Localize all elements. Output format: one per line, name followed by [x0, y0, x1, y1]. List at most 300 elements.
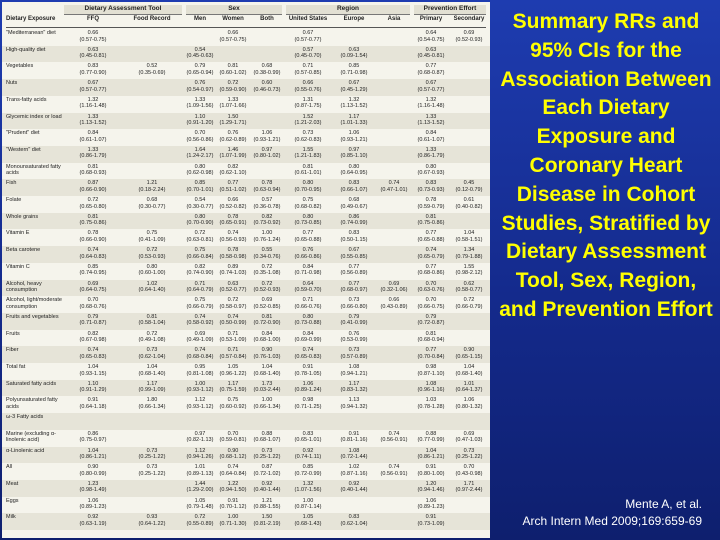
table-cell: 0.93 (0.64-1.22)	[138, 514, 166, 527]
row-label: Monounsaturated fatty acids	[6, 163, 61, 177]
table-cell: 0.75 (0.68-0.82)	[294, 197, 322, 210]
row-label: Trans-fatty acids	[6, 96, 47, 103]
table-cell: 0.91 (0.78-1.05)	[294, 364, 322, 377]
table-cell: 0.66 (0.43-0.89)	[380, 297, 408, 310]
header-group-sex: Sex	[186, 5, 282, 14]
table-cell: 0.73 (0.25-1.22)	[253, 447, 281, 460]
table-cell: 0.78 (0.59-0.79)	[417, 197, 445, 210]
table-row	[2, 263, 490, 280]
table-cell: 0.74 (0.56-0.91)	[380, 464, 408, 477]
table-cell: 0.81 (0.60-1.02)	[219, 63, 247, 76]
table-cell: 0.97 (0.82-1.13)	[186, 430, 214, 444]
table-cell: 1.33 (1.07-1.66)	[219, 96, 247, 110]
table-cell: 0.57 (0.45-0.70)	[294, 46, 322, 60]
table-cell: 0.88 (0.77-0.99)	[417, 430, 445, 444]
table-cell: 0.81 (0.68-0.94)	[417, 330, 445, 344]
table-row	[2, 447, 490, 464]
table-cell: 0.79 (0.71-0.87)	[79, 313, 107, 327]
table-cell: 0.80 (0.64-0.95)	[340, 163, 368, 177]
table-cell: 1.04 (0.58-1.51)	[455, 230, 483, 243]
table-cell: 0.55 (0.34-0.76)	[253, 247, 281, 260]
table-cell: 0.79 (0.72-0.87)	[417, 313, 445, 327]
table-cell: 0.89 (0.74-1.03)	[219, 263, 247, 277]
table-cell: 1.32 (1.16-1.48)	[417, 96, 445, 110]
table-cell: 0.91 (0.64-1.18)	[79, 397, 107, 410]
row-label: Folate	[6, 197, 22, 203]
table-cell: 0.87 (0.66-0.90)	[79, 180, 107, 193]
table-cell: 1.02 (0.64-1.40)	[138, 280, 166, 293]
table-row	[2, 280, 490, 297]
row-label: Whole grains	[6, 213, 39, 220]
row-label: Vitamin E	[6, 230, 30, 237]
table-cell: 0.75 (0.41-1.09)	[138, 230, 166, 243]
table-cell: 0.77 (0.56-0.89)	[340, 263, 368, 277]
row-label: Vegetables	[6, 63, 34, 70]
table-row	[2, 229, 490, 246]
table-cell: 0.83 (0.66-1.07)	[340, 180, 368, 193]
table-cell: 0.72 (0.65-0.80)	[79, 197, 107, 210]
table-cell: 1.17 (0.75-1.59)	[219, 380, 247, 394]
table-cell: 0.72 (0.66-0.79)	[455, 297, 483, 310]
table-cell: 0.54 (0.30-0.77)	[186, 197, 214, 210]
table-cell: 0.77 (0.68-0.97)	[340, 280, 368, 293]
table-cell: 0.67 (0.55-0.85)	[340, 247, 368, 260]
table-cell: 1.10 (0.91-1.20)	[186, 113, 214, 126]
table-cell: 0.83 (0.62-1.04)	[340, 514, 368, 527]
table-cell: 0.63 (0.52-0.77)	[219, 280, 247, 293]
header-group-assessment-tool: Dietary Assessment Tool	[64, 5, 182, 14]
table-cell: 1.32 (1.13-1.52)	[340, 96, 368, 110]
table-cell: 1.06 (0.89-1.23)	[417, 497, 445, 511]
table-cell: 1.06 (0.93-1.21)	[253, 130, 281, 143]
row-label: All	[6, 464, 13, 471]
table-cell: 0.74 (0.65-0.79)	[417, 247, 445, 260]
table-cell: 1.12 (0.93-1.12)	[186, 397, 214, 410]
table-cell: 0.57 (0.36-0.78)	[253, 197, 281, 210]
row-label: Fruits and vegetables	[6, 313, 59, 320]
table-cell: 0.74 (0.65-0.83)	[79, 347, 107, 360]
table-cell: 0.79 (0.65-0.94)	[186, 63, 214, 76]
row-label: Alcohol, heavy consumption	[6, 280, 42, 293]
row-label: ω-3 Fatty acids	[6, 414, 44, 421]
table-row	[2, 430, 490, 447]
table-cell: 0.76 (0.66-0.86)	[294, 247, 322, 260]
table-row	[2, 396, 490, 413]
table-cell: 0.73 (0.25-1.22)	[455, 447, 483, 460]
table-row	[2, 497, 490, 514]
table-row	[2, 363, 490, 380]
table-cell: 0.84 (0.61-1.07)	[79, 130, 107, 143]
table-cell: 1.17 (0.83-1.32)	[340, 380, 368, 394]
table-cell: 0.71 (0.57-0.85)	[294, 63, 322, 76]
table-cell: 0.64 (0.54-0.75)	[417, 30, 445, 43]
column-header-secondary: Secondary	[453, 16, 485, 22]
table-row	[2, 213, 490, 230]
table-cell: 0.97 (0.85-1.10)	[340, 146, 368, 160]
table-cell: 1.21 (0.88-1.55)	[253, 497, 281, 511]
table-cell: 1.73 (0.03-2.44)	[253, 380, 281, 394]
table-cell: 1.05 (0.68-1.43)	[294, 514, 322, 527]
table-cell: 1.55 (1.21-1.83)	[294, 146, 322, 160]
table-cell: 0.81 (0.75-0.86)	[417, 213, 445, 227]
table-cell: 0.63 (0.45-0.81)	[417, 46, 445, 60]
table-cell: 0.68 (0.38-0.99)	[253, 63, 281, 76]
table-cell: 0.86 (0.74-0.99)	[340, 213, 368, 227]
row-label: Milk	[6, 514, 16, 521]
table-cell: 1.05 (0.96-1.22)	[219, 364, 247, 377]
table-cell: 0.81 (0.58-1.04)	[138, 313, 166, 327]
table-cell: 0.78 (0.65-0.91)	[219, 213, 247, 227]
table-cell: 0.73 (0.62-0.83)	[294, 130, 322, 143]
table-cell: 0.52 (0.35-0.69)	[138, 63, 166, 76]
table-cell: 1.22 (0.94-1.50)	[219, 480, 247, 494]
row-label: Eggs	[6, 497, 19, 504]
column-header-women: Women	[222, 16, 244, 22]
table-cell: 0.85 (0.70-1.01)	[186, 180, 214, 193]
row-label: Nuts	[6, 80, 18, 87]
table-cell: 0.67 (0.57-0.77)	[417, 80, 445, 93]
column-header-both: Both	[260, 16, 274, 22]
table-cell: 0.69 (0.64-0.75)	[79, 280, 107, 293]
table-cell: 1.32 (1.07-1.56)	[294, 480, 322, 494]
table-cell: 0.73 (0.25-1.22)	[138, 447, 166, 460]
table-cell: 0.69 (0.49-1.09)	[186, 330, 214, 344]
column-header-united-states: United States	[288, 16, 328, 22]
table-cell: 0.77 (0.68-0.87)	[417, 63, 445, 76]
table-row	[2, 513, 490, 530]
table-cell: 0.81 (0.61-1.01)	[294, 163, 322, 177]
table-cell: 0.98 (0.71-1.25)	[294, 397, 322, 410]
table-cell: 1.17 (0.99-1.09)	[138, 380, 166, 394]
table-cell: 0.92 (0.40-1.44)	[253, 480, 281, 494]
table-cell: 0.69 (0.32-1.06)	[380, 280, 408, 293]
table-header	[2, 2, 490, 28]
table-row	[2, 463, 490, 480]
table-cell: 0.74 (0.64-0.83)	[79, 247, 107, 260]
table-cell: 1.13 (0.94-1.32)	[340, 397, 368, 410]
table-cell: 1.06 (0.89-1.23)	[79, 497, 107, 511]
table-cell: 0.72 (0.49-1.08)	[138, 330, 166, 344]
table-cell: 1.00 (0.66-1.34)	[253, 397, 281, 410]
table-cell: 0.84 (0.61-1.07)	[417, 130, 445, 143]
slide-title: Summary RRs and 95% CIs for the Association Between Each Dietary Exposure and Coronary Heart Disease in Cohort Studies, Stratified by Dietary Assessment Tool, Sex, Region, and Prevention Effort	[499, 10, 713, 321]
table-cell: 0.91 (0.73-1.09)	[417, 514, 445, 527]
table-cell: 1.31 (0.87-1.75)	[294, 96, 322, 110]
table-row	[2, 129, 490, 146]
header-divider	[6, 27, 486, 28]
table-cell: 0.66 (0.57-0.75)	[219, 30, 247, 43]
table-cell: 1.04 (0.68-1.40)	[455, 364, 483, 377]
table-cell: 1.33 (0.86-1.79)	[417, 146, 445, 160]
table-cell: 0.84 (0.69-0.99)	[294, 330, 322, 344]
table-cell: 0.72 (0.35-1.08)	[253, 263, 281, 277]
table-cell: 0.67 (0.45-1.29)	[340, 80, 368, 93]
table-cell: 0.80 (0.73-0.85)	[294, 213, 322, 227]
row-label: Marine (excluding α-linolenic acid)	[6, 430, 56, 444]
table-cell: 0.74 (0.58-0.92)	[186, 313, 214, 327]
table-cell: 1.04 (0.86-1.21)	[417, 447, 445, 460]
table-cell: 0.97 (0.80-1.02)	[253, 146, 281, 160]
table-row	[2, 46, 490, 63]
table-cell: 1.44 (1.29-2.00)	[186, 480, 214, 494]
table-cell: 0.86 (0.75-0.97)	[79, 430, 107, 444]
table-row	[2, 330, 490, 347]
table-cell: 1.33 (1.13-1.52)	[79, 113, 107, 126]
table-cell: 0.73 (0.66-0.80)	[340, 297, 368, 310]
table-cell: 0.98 (0.87-1.10)	[417, 364, 445, 377]
citation	[492, 496, 716, 530]
table-cell: 1.55 (0.98-2.12)	[455, 263, 483, 277]
table-cell: 1.08 (0.94-1.21)	[340, 364, 368, 377]
table-cell: 0.72 (0.59-0.90)	[219, 80, 247, 93]
table-cell: 0.83 (0.65-1.01)	[294, 430, 322, 444]
table-cell: 1.05 (0.79-1.48)	[186, 497, 214, 511]
table-row	[2, 296, 490, 313]
table-cell: 0.60 (0.46-0.73)	[253, 80, 281, 93]
header-group-prevention: Prevention Effort	[414, 5, 486, 14]
table-cell: 0.92 (0.74-1.11)	[294, 447, 322, 460]
table-cell: 0.74 (0.68-0.84)	[186, 347, 214, 360]
table-cell: 1.10 (0.91-1.29)	[79, 380, 107, 394]
table-cell: 1.08 (0.72-1.44)	[340, 447, 368, 460]
table-cell: 1.00 (0.87-1.14)	[294, 497, 322, 511]
table-cell: 0.72 (0.55-0.89)	[186, 514, 214, 527]
table-cell: 0.74 (0.56-0.93)	[219, 230, 247, 243]
table-cell: 0.74 (0.47-1.01)	[380, 180, 408, 193]
table-cell: 0.45 (0.12-0.79)	[455, 180, 483, 193]
table-cell: 0.73 (0.25-1.22)	[138, 464, 166, 477]
table-cell: 0.74 (0.56-0.91)	[380, 430, 408, 444]
table-cell: 1.04 (0.86-1.21)	[79, 447, 107, 460]
table-cell: 1.64 (1.24-2.17)	[186, 146, 214, 160]
table-row	[2, 79, 490, 96]
table-cell: 0.77 (0.70-0.84)	[417, 347, 445, 360]
table-cell: 0.67 (0.57-0.77)	[294, 30, 322, 43]
table-row	[2, 113, 490, 130]
table-cell: 0.81 (0.68-0.93)	[79, 163, 107, 177]
table-cell: 0.74 (0.50-0.99)	[219, 313, 247, 327]
table-cell: 0.75 (0.66-0.79)	[186, 297, 214, 310]
table-cell: 0.84 (0.68-1.00)	[253, 330, 281, 344]
table-cell: 0.81 (0.72-0.90)	[253, 313, 281, 327]
row-label: "Western" diet	[6, 146, 41, 153]
table-cell: 1.50 (1.29-1.71)	[219, 113, 247, 126]
table-cell: 1.34 (0.79-1.88)	[455, 247, 483, 260]
table-cell: 0.70 (0.66-0.75)	[417, 297, 445, 310]
row-label: Beta carotene	[6, 247, 41, 254]
row-label: Glycemic index or load	[6, 113, 62, 120]
table-cell: 0.67 (0.57-0.77)	[79, 80, 107, 93]
table-cell: 0.70 (0.63-0.76)	[417, 280, 445, 293]
table-row	[2, 62, 490, 79]
table-cell: 0.85 (0.72-0.99)	[294, 464, 322, 477]
table-cell: 0.83 (0.50-1.15)	[340, 230, 368, 243]
table-row	[2, 163, 490, 180]
table-cell: 1.46 (1.07-1.99)	[219, 146, 247, 160]
row-label: Polyunsaturated fatty acids	[6, 397, 58, 410]
table-cell: 0.82 (0.74-0.90)	[186, 263, 214, 277]
table-cell: 0.80 (0.67-0.93)	[417, 163, 445, 177]
row-label: Saturated fatty acids	[6, 380, 57, 387]
table-cell: 1.02 (0.87-1.16)	[340, 464, 368, 477]
table-row	[2, 29, 490, 46]
table-cell: 0.64 (0.59-0.70)	[294, 280, 322, 293]
table-cell: 0.95 (0.81-1.08)	[186, 364, 214, 377]
table-cell: 0.81 (0.75-0.86)	[79, 213, 107, 227]
row-label: Fish	[6, 180, 17, 187]
table-cell: 1.33 (1.13-1.52)	[417, 113, 445, 126]
table-row	[2, 346, 490, 363]
table-cell: 1.50 (0.81-2.19)	[253, 514, 281, 527]
table-cell: 0.72 (0.63-0.81)	[186, 230, 214, 243]
table-cell: 0.82 (0.67-0.98)	[79, 330, 107, 344]
table-cell: 0.83 (0.73-0.93)	[417, 180, 445, 193]
table-cell: 1.06 (0.80-1.32)	[455, 397, 483, 410]
table-cell: 0.71 (0.64-0.79)	[186, 280, 214, 293]
table-cell: 0.78 (0.58-0.98)	[219, 247, 247, 260]
table-cell: 0.92 (0.40-1.44)	[340, 480, 368, 494]
table-cell: 1.04 (0.93-1.15)	[79, 364, 107, 377]
table-cell: 1.80 (0.66-1.34)	[138, 397, 166, 410]
column-header-food-record: Food Record	[133, 16, 171, 22]
table-cell: 0.80 (0.70-0.90)	[186, 213, 214, 227]
table-cell: 1.04 (0.68-1.40)	[253, 364, 281, 377]
table-cell: 0.85 (0.74-0.95)	[79, 263, 107, 277]
column-header-men: Men	[194, 16, 206, 22]
table-cell: 0.78 (0.63-0.94)	[253, 180, 281, 193]
header-group-rule	[64, 14, 182, 15]
table-cell: 1.33 (1.09-1.56)	[186, 96, 214, 110]
table-cell: 1.00 (0.93-1.12)	[186, 380, 214, 394]
table-cell: 0.92 (0.63-1.19)	[79, 514, 107, 527]
table-row	[2, 179, 490, 196]
table-cell: 0.72 (0.53-0.93)	[138, 247, 166, 260]
row-label: "Prudent" diet	[6, 130, 40, 137]
table-row	[2, 413, 490, 430]
table-cell: 0.71 (0.66-0.76)	[294, 297, 322, 310]
table-cell: 0.91 (0.81-1.16)	[340, 430, 368, 444]
table-cell: 1.33 (0.86-1.79)	[79, 146, 107, 160]
row-label: Fruits	[6, 330, 20, 337]
table-cell: 0.70 (0.56-0.86)	[186, 130, 214, 143]
header-group-rule	[414, 14, 486, 15]
row-label: Meat	[6, 480, 19, 487]
table-cell: 0.74 (0.65-0.83)	[294, 347, 322, 360]
table-cell: 0.66 (0.52-0.82)	[219, 197, 247, 210]
table-cell: 0.72 (0.58-0.97)	[219, 297, 247, 310]
table-cell: 0.82 (0.62-1.10)	[219, 163, 247, 177]
table-cell: 0.77 (0.51-1.02)	[219, 180, 247, 193]
row-label: Total fat	[6, 364, 26, 370]
table-cell: 0.74 (0.64-0.84)	[219, 464, 247, 477]
table-row	[2, 380, 490, 397]
row-label: α-Linolenic acid	[6, 447, 45, 454]
table-cell: 0.80 (0.60-1.00)	[138, 263, 166, 277]
table-cell: 0.69 (0.52-0.93)	[455, 30, 483, 43]
table-cell: 0.77 (0.65-0.88)	[294, 230, 322, 243]
table-cell: 1.21 (0.18-2.24)	[138, 180, 166, 193]
column-header-asia: Asia	[387, 16, 401, 22]
table-cell: 0.69 (0.47-1.03)	[455, 430, 483, 444]
table-cell: 0.90 (0.76-1.03)	[253, 347, 281, 360]
table-cell: 0.61 (0.40-0.82)	[455, 197, 483, 210]
row-label: Alcohol, light/moderate consumption	[6, 297, 62, 310]
row-label: Fiber	[6, 347, 19, 354]
table-row	[2, 196, 490, 213]
header-group-rule	[286, 14, 410, 15]
table-cell: 0.68 (0.30-0.77)	[138, 197, 166, 210]
column-header-exposure: Dietary Exposure	[6, 16, 56, 22]
table-cell: 0.84 (0.71-0.98)	[294, 263, 322, 277]
table-row	[2, 96, 490, 113]
table-cell: 0.71 (0.57-0.84)	[219, 347, 247, 360]
row-label: Vitamin C	[6, 263, 30, 270]
table-cell: 0.90 (0.65-1.15)	[455, 347, 483, 360]
table-row	[2, 313, 490, 330]
table-cell: 0.76 (0.62-0.89)	[219, 130, 247, 143]
header-group-region: Region	[286, 5, 410, 14]
table-row	[2, 246, 490, 263]
table-cell: 1.71 (0.97-2.44)	[455, 480, 483, 494]
table-cell: 0.91 (0.80-1.00)	[417, 464, 445, 477]
table-cell: 1.06 (0.93-1.21)	[340, 130, 368, 143]
table-cell: 0.80 (0.70-0.95)	[294, 180, 322, 193]
table-cell: 1.06 (0.89-1.24)	[294, 380, 322, 394]
table-cell: 0.82 (0.73-0.92)	[253, 213, 281, 227]
table-row	[2, 480, 490, 497]
table-cell: 1.12 (0.94-1.26)	[186, 447, 214, 460]
table-cell: 0.83 (0.77-0.90)	[79, 63, 107, 76]
table-cell: 0.76 (0.54-0.97)	[186, 80, 214, 93]
table-cell: 1.01 (0.64-1.37)	[455, 380, 483, 394]
table-cell: 0.77 (0.68-0.86)	[417, 263, 445, 277]
summary-table	[2, 2, 490, 538]
table-cell: 0.63 (0.45-0.81)	[79, 46, 107, 60]
table-cell: 1.17 (1.01-1.33)	[340, 113, 368, 126]
table-cell: 0.72 (0.52-0.93)	[253, 280, 281, 293]
table-cell: 1.00 (0.76-1.24)	[253, 230, 281, 243]
table-cell: 0.80 (0.62-0.98)	[186, 163, 214, 177]
table-cell: 0.88 (0.68-1.07)	[253, 430, 281, 444]
table-cell: 1.00 (0.71-1.30)	[219, 514, 247, 527]
table-cell: 0.62 (0.58-0.77)	[455, 280, 483, 293]
citation-reference: Arch Intern Med 2009;169:659-69	[522, 514, 702, 528]
table-cell: 0.63 (0.09-1.54)	[340, 46, 368, 60]
table-cell: 0.69 (0.52-0.85)	[253, 297, 281, 310]
table-cell: 0.70 (0.43-0.98)	[455, 464, 483, 477]
table-cell: 0.66 (0.57-0.75)	[79, 30, 107, 43]
column-header-europe: Europe	[343, 16, 365, 22]
table-cell: 0.78 (0.66-0.90)	[79, 230, 107, 243]
table-cell: 1.01 (0.89-1.13)	[186, 464, 214, 477]
table-cell: 0.85 (0.71-0.98)	[340, 63, 368, 76]
table-cell: 0.73 (0.62-1.04)	[138, 347, 166, 360]
table-cell: 0.75 (0.66-0.84)	[186, 247, 214, 260]
table-cell: 0.73 (0.57-0.89)	[340, 347, 368, 360]
table-cell: 0.54 (0.45-0.63)	[186, 46, 214, 60]
table-cell: 0.66 (0.55-0.76)	[294, 80, 322, 93]
table-cell: 1.32 (1.16-1.48)	[79, 96, 107, 110]
table-cell: 0.68 (0.49-0.67)	[340, 197, 368, 210]
table-cell: 0.75 (0.60-0.92)	[219, 397, 247, 410]
table-cell: 1.03 (0.78-1.28)	[417, 397, 445, 410]
table-cell: 1.04 (0.68-1.40)	[138, 364, 166, 377]
table-cell: 0.70 (0.59-0.81)	[219, 430, 247, 444]
table-cell: 0.77 (0.65-0.88)	[417, 230, 445, 243]
table-row	[2, 146, 490, 163]
column-header-primary: Primary	[419, 16, 443, 22]
table-cell: 0.76 (0.53-0.99)	[340, 330, 368, 344]
